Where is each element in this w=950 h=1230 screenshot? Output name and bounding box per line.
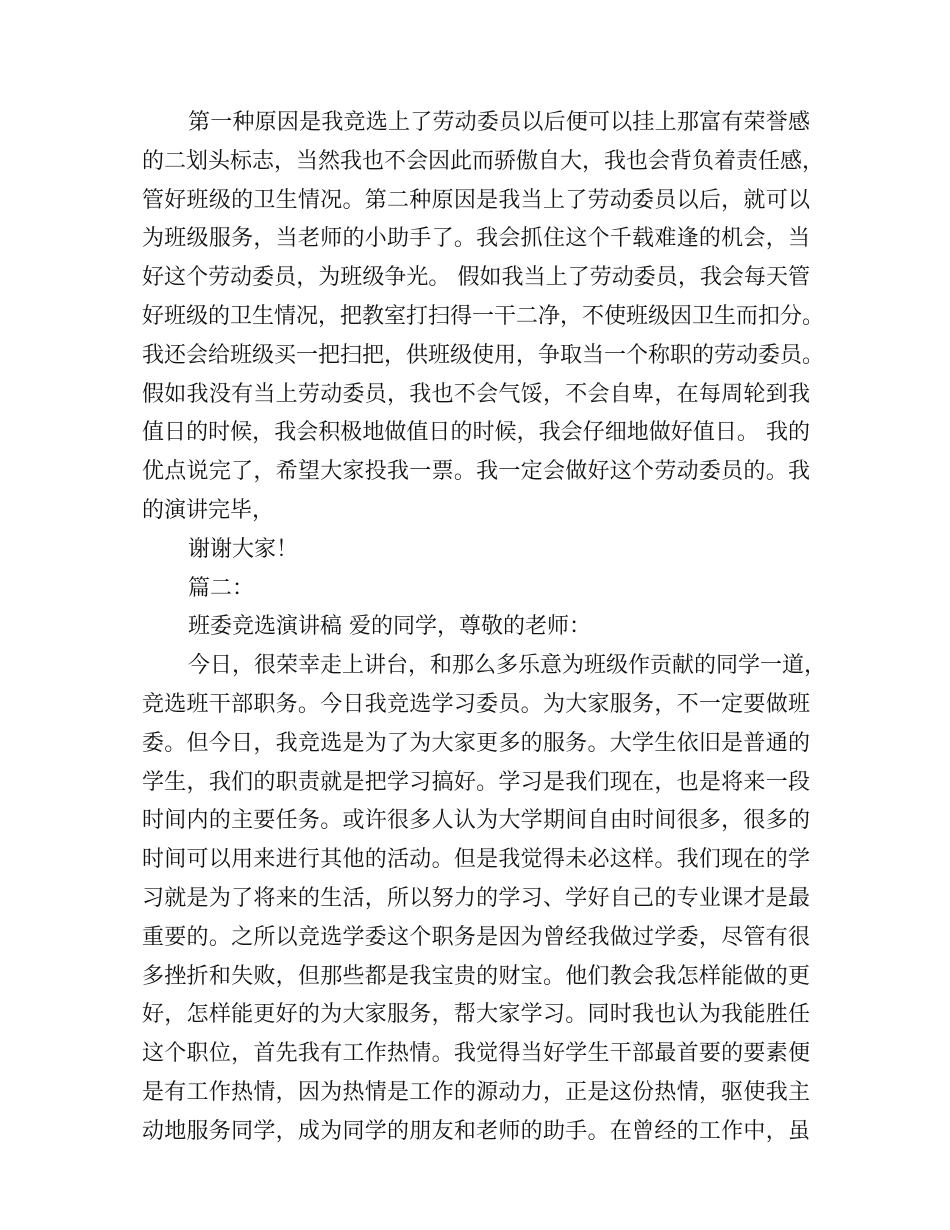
text-line: 学生，我们的职责就是把学习搞好。学习是我们现在，也是将来一段	[142, 769, 810, 795]
text-line: 管好班级的卫生情况。第二种原因是我当上了劳动委员以后，就可以	[142, 187, 810, 213]
text-line: 的二划头标志，当然我也不会因此而骄傲自大，我也会背负着责任感，	[142, 148, 825, 174]
text-line: 今日，很荣幸走上讲台，和那么多乐意为班级作贡献的同学一道，	[188, 653, 827, 679]
text-line: 值日的时候，我会积极地做值日的时候，我会仔细地做好值日。 我的	[142, 420, 810, 446]
text-line: 为班级服务，当老师的小助手了。我会抓住这个千载难逢的机会，当	[142, 226, 810, 252]
text-line: 习就是为了将来的生活，所以努力的学习、学好自己的专业课才是最	[142, 885, 810, 911]
text-line: 时间内的主要任务。或许很多人认为大学期间自由时间很多，很多的	[142, 808, 810, 834]
text-line: 谢谢大家！	[188, 536, 299, 562]
text-line: 我还会给班级买一把扫把，供班级使用，争取当一个称职的劳动委员。	[142, 342, 825, 368]
text-line: 是有工作热情，因为热情是工作的源动力，正是这份热情，驱使我主	[142, 1079, 810, 1105]
text-line: 优点说完了，希望大家投我一票。我一定会做好这个劳动委员的。我	[142, 459, 810, 485]
text-line: 委。但今日，我竞选是为了为大家更多的服务。大学生依旧是普通的	[142, 730, 810, 756]
text-line: 好，怎样能更好的为大家服务，帮大家学习。同时我也认为我能胜任	[142, 1002, 810, 1028]
document-body-text	[142, 104, 827, 1152]
text-line: 的演讲完毕，	[142, 497, 275, 523]
text-line: 第一种原因是我竞选上了劳动委员以后便可以挂上那富有荣誉感	[188, 110, 810, 135]
text-line: 篇二：	[188, 575, 255, 601]
text-line: 好班级的卫生情况，把教室打扫得一干二净，不使班级因卫生而扣分。	[142, 303, 825, 329]
text-line: 好这个劳动委员，为班级争光。 假如我当上了劳动委员，我会每天管	[142, 265, 810, 291]
text-line: 竞选班干部职务。今日我竞选学习委员。为大家服务，不一定要做班	[142, 691, 810, 717]
text-line: 班委竞选演讲稿 爱的同学，尊敬的老师：	[188, 614, 591, 640]
text-line: 假如我没有当上劳动委员，我也不会气馁，不会自卑，在每周轮到我	[142, 381, 810, 407]
text-line: 重要的。之所以竞选学委这个职务是因为曾经我做过学委，尽管有很	[142, 924, 810, 950]
text-line: 这个职位，首先我有工作热情。我觉得当好学生干部最首要的要素便	[142, 1041, 810, 1067]
text-line: 多挫折和失败，但那些都是我宝贵的财宝。他们教会我怎样能做的更	[142, 963, 810, 989]
text-line: 动地服务同学，成为同学的朋友和老师的助手。在曾经的工作中，虽	[142, 1118, 810, 1144]
text-line: 时间可以用来进行其他的活动。但是我觉得未必这样。我们现在的学	[142, 847, 810, 873]
